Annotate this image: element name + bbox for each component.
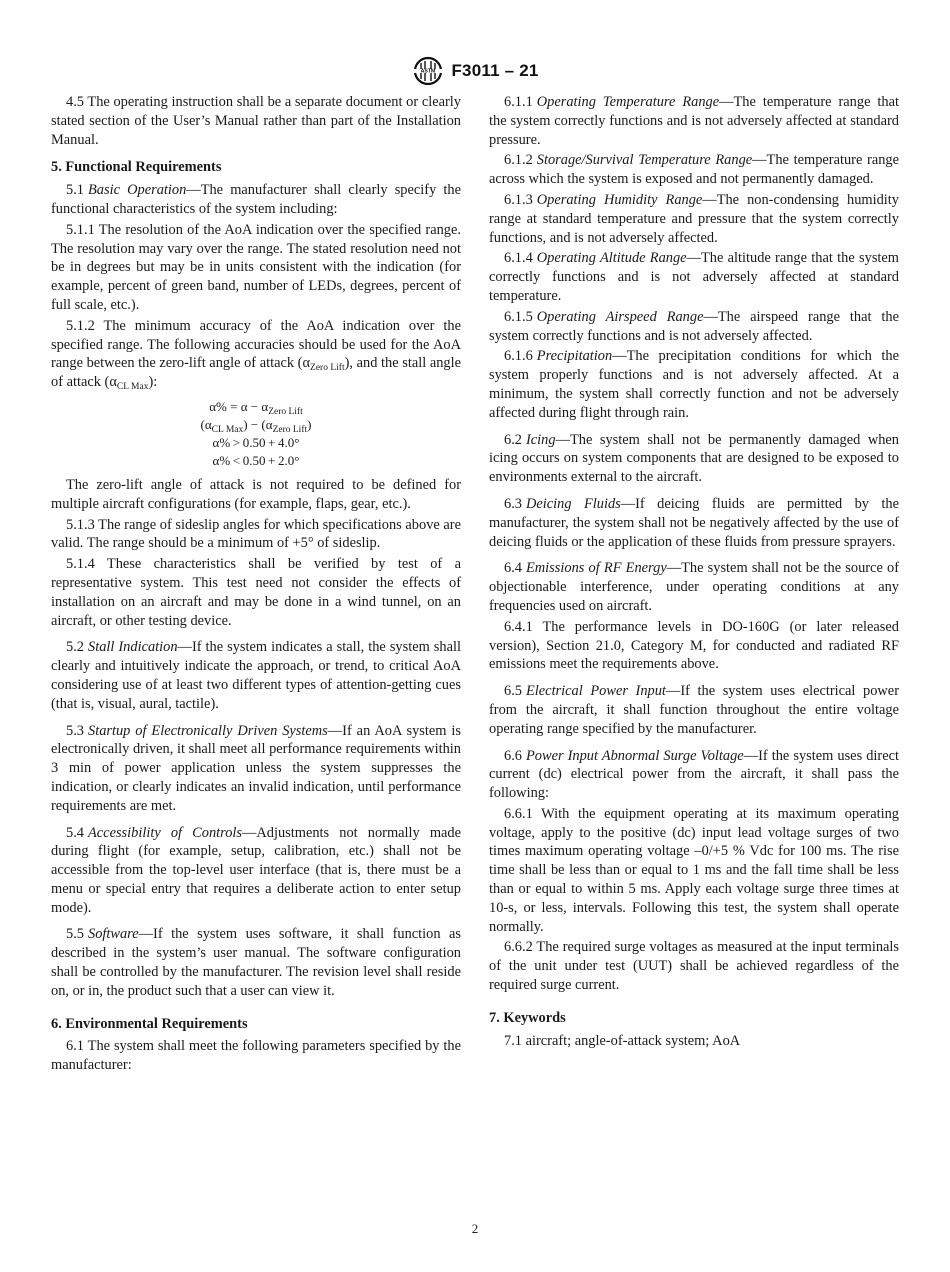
paragraph-5-4: 5.4 Accessibility of Controls—Adjustments not normally made during flight (for example, setup, calibration, etc.) shall not be accessible from the top-level user interface (that is, there must be a menu or special entry that requires a deliberate action to enter setup mode). (51, 824, 461, 916)
paragraph-6-6-2: 6.6.2 The required surge voltages as measured at the input terminals of the unit under test (UUT) shall be achieved regardless of the required surge current. (489, 939, 899, 994)
page-number: 2 (471, 1221, 479, 1236)
section-heading-5: 5. Functional Requirements (51, 159, 222, 176)
standard-designation: F3011 – 21 (451, 61, 539, 80)
paragraph-5-1-4: 5.1.4 These characteristics shall be verified by test of a representative system. This test need not consider the effects of installation on an aircraft and may be done in a wind tunnel, on an aircraft, or other testing device. (51, 556, 461, 629)
paragraph-zero-lift-note: The zero-lift angle of attack is not required to be defined for multiple aircraft configurations (for example, flaps, gear, etc.). (51, 476, 461, 512)
left-column (51, 93, 461, 1077)
paragraph-5-5: 5.5 Software—If the system uses software, it shall function as described in the system’s user manual. The software configuration shall be controlled by the manufacturer. The revision level shall reside on, or in, the product such that a user can view it. (51, 926, 461, 999)
paragraph-6-1-4: 6.1.4 Operating Altitude Range—The altitude range that the system correctly functions and is not adversely affected at standard temperature. (489, 250, 899, 304)
paragraph-6-4-1: 6.4.1 The performance levels in DO-160G (or later released version), Section 21.0, Category M, for conducted and radiated RF emissions meet the requirements above. (489, 618, 899, 673)
paragraph-4-5: 4.5 The operating instruction shall be a separate document or clearly stated section of the User’s Manual rather than part of the Installation Manual. (51, 94, 461, 148)
paragraph-5-3: 5.3 Startup of Electronically Driven Systems—If an AoA system is electronically driven, it shall meet all performance requirements within 3 min of power application unless the system suppresses the indication, or clearly indicates an invalid indication, until performance requirements are met. (51, 722, 461, 814)
paragraph-5-1-2: 5.1.2 The minimum accuracy of the AoA indication over the specified range. The following accuracies should be used for the AoA range between the zero-lift angle of attack $(\alpha_{Zero Lift})$, and the stall angle of attack $(\alpha_{CL Max})$: (51, 317, 461, 393)
formula-line-3: α% > 0.50 + 4.0° (212, 434, 300, 450)
paragraph-6-3: 6.3 Deicing Fluids—If deicing fluids are permitted by the manufacturer, the system shall not be negatively affected by the use of deicing fluids or the application of these fluids from pressure sprayers. (489, 495, 899, 550)
paragraph-6-2: 6.2 Icing—The system shall not be permanently damaged when icing occurs on system components that are designed to be exposed to environments external to the aircraft. (489, 431, 899, 486)
paragraph-6-1-5: 6.1.5 Operating Airspeed Range—The airspeed range that the system correctly functions and is not adversely affected. (489, 308, 900, 344)
paragraph-6-6: 6.6 Power Input Abnormal Surge Voltage—If the system uses direct current (dc) electrical power from the aircraft, it shall pass the following: (489, 747, 899, 802)
svg-text:ASTM: ASTM (421, 68, 436, 75)
paragraph-6-1-2: 6.1.2 Storage/Survival Temperature Range—The temperature range across which the system is exposed and not permanently damaged. (489, 152, 899, 188)
paragraph-7-1: 7.1 aircraft; angle-of-attack system; AoA (504, 1032, 741, 1049)
section-heading-6: 6. Environmental Requirements (51, 1015, 248, 1032)
astm-logo-icon (411, 56, 445, 86)
page-header (0, 56, 950, 86)
paragraph-6-1-1: 6.1.1 Operating Temperature Range—The temperature range that the system correctly functions and is not adversely affected at standard pressure. (489, 94, 899, 148)
paragraph-5-1: 5.1 Basic Operation—The manufacturer shall clearly specify the functional characteristics of the system including: (51, 182, 461, 217)
paragraph-6-1: 6.1 The system shall meet the following parameters specified by the manufacturer: (51, 1038, 461, 1074)
formula-line-2: $(\alpha_{CL Max}) - (\alpha_{Zero Lift})$ (200, 416, 312, 435)
formula-line-1: $\alpha\% = \alpha - \alpha_{Zero Lift}$ (209, 398, 303, 417)
paragraph-6-6-1: 6.6.1 With the equipment operating at its maximum operating voltage, apply to the positive (dc) input lead voltage surges of two times maximum operating voltage –0/+5 % Vdc for 100 ms. The rise time shall be less than or equal to 1 ms and the fall time shall be less than or equal to within 5 ms. Apply each voltage surge three times at 10-s, or less, intervals. Following this test, the system shall operate normally. (489, 805, 899, 935)
paragraph-5-1-3: 5.1.3 The range of sideslip angles for which specifications above are valid. The range should be a minimum of +5° of sideslip. (51, 516, 461, 552)
paragraph-6-1-3: 6.1.3 Operating Humidity Range—The non-condensing humidity range at standard temperature and pressure that the system correctly functions, and is not adversely affected. (489, 191, 899, 246)
paragraph-6-5: 6.5 Electrical Power Input—If the system uses electrical power from the aircraft, it shall function throughout the entire voltage operating range specified by the manufacturer. (489, 683, 899, 737)
paragraph-6-1-6: 6.1.6 Precipitation—The precipitation conditions for which the system properly functions and is not adversely affected. At a minimum, the system shall correctly function and not be adversely affected during flight through rain. (489, 348, 899, 421)
formula-line-4: α% < 0.50 + 2.0° (212, 452, 300, 468)
paragraph-6-4: 6.4 Emissions of RF Energy—The system shall not be the source of objectionable interference, under operating conditions at any frequencies used on aircraft. (489, 560, 899, 614)
right-column (489, 93, 899, 1052)
accuracy-formula (51, 398, 461, 470)
section-heading-7: 7. Keywords (489, 1009, 566, 1026)
paragraph-5-2: 5.2 Stall Indication—If the system indicates a stall, the system shall clearly and intuitively indicate the approach, or trend, to critical AoA considering use of at least two different types of attention-getting cues (that is, visual, aural, tactile). (51, 639, 461, 712)
paragraph-5-1-1: 5.1.1 The resolution of the AoA indication over the specified range. The resolution may vary over the range. The stated resolution need not be in degrees but may be in units consistent with the indication (for example, percent of green band, number of LEDs, degrees, percent of full scale, etc.). (51, 221, 461, 313)
